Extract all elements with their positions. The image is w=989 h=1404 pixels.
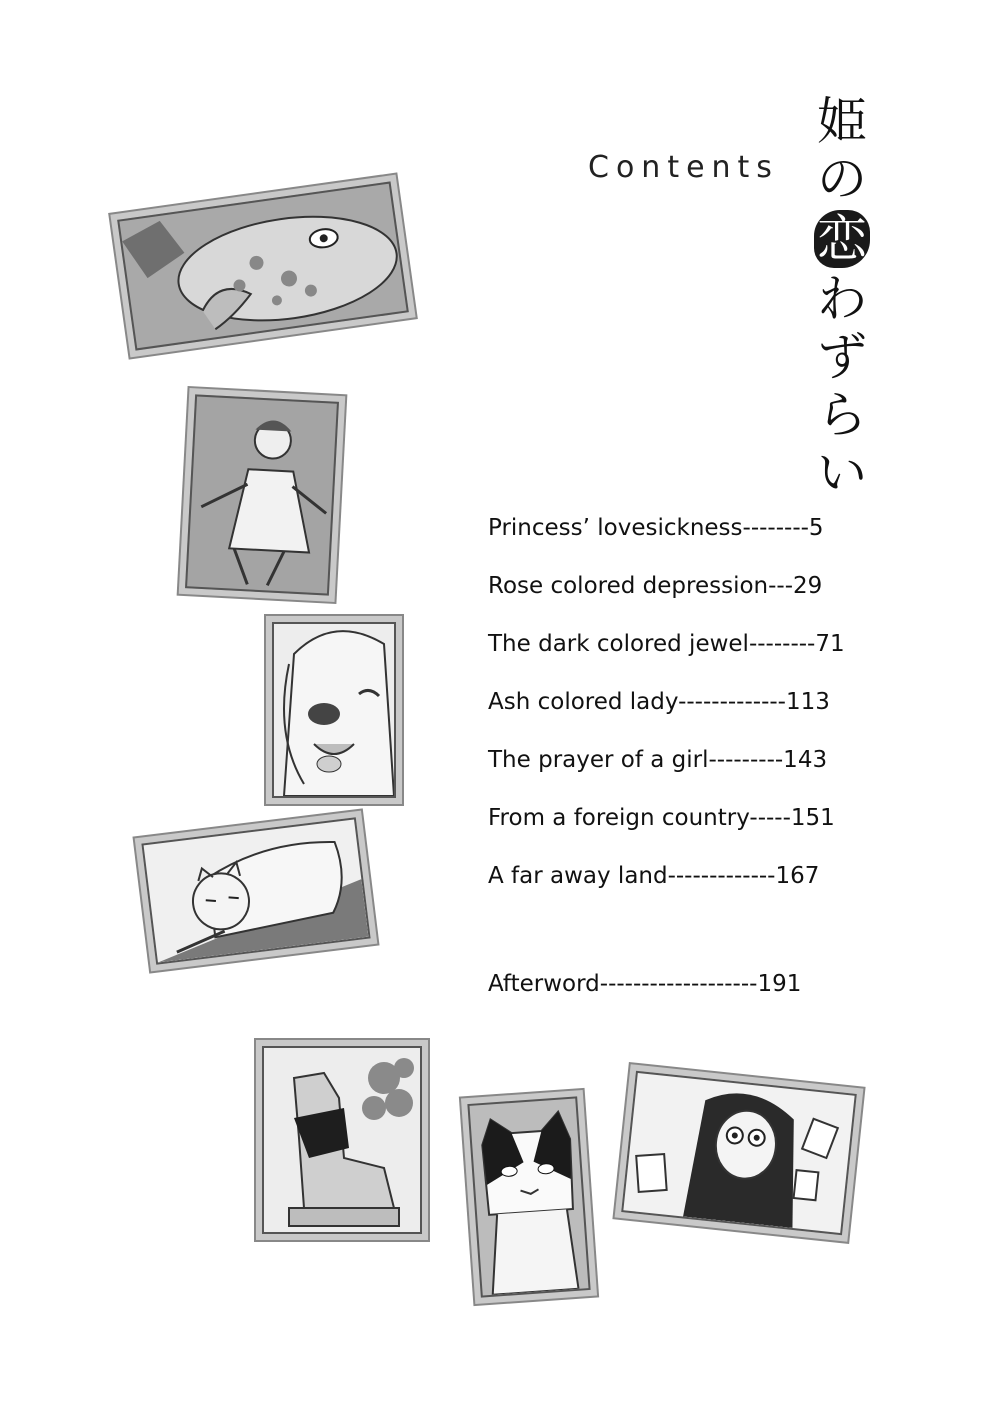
vertical-title	[812, 92, 872, 502]
dog-illustration	[272, 622, 396, 798]
title-char: 姫	[817, 92, 867, 150]
title-char: わ	[817, 270, 867, 328]
title-char: ら	[817, 386, 867, 444]
toc-entry[interactable]: Ash colored lady-------------113	[488, 689, 830, 715]
title-char: い	[817, 444, 867, 502]
frog-illustration	[117, 181, 409, 350]
girl-illustration	[185, 394, 339, 595]
title-char: の	[817, 150, 867, 208]
toc-entry[interactable]: The prayer of a girl---------143	[488, 747, 828, 773]
cat-stretching-illustration	[141, 817, 370, 964]
toc-entry[interactable]: From a foreign country-----151	[488, 805, 835, 831]
toc-entry[interactable]: Princess’ lovesickness--------5	[488, 515, 824, 541]
old-woman-cards-illustration	[621, 1071, 857, 1235]
toc-entry[interactable]: Rose colored depression---29	[488, 573, 823, 599]
toc-entry-afterword[interactable]: Afterword-------------------191	[488, 971, 802, 997]
title-char: ず	[817, 328, 867, 386]
table-of-contents	[488, 510, 888, 1024]
fox-statue-illustration	[262, 1046, 422, 1234]
toc-entry[interactable]: The dark colored jewel--------71	[488, 631, 845, 657]
toc-entry[interactable]: A far away land-------------167	[488, 863, 820, 889]
contents-heading: Contents	[588, 150, 779, 185]
cat-portrait-illustration	[467, 1096, 590, 1297]
title-char: 恋	[814, 210, 870, 268]
